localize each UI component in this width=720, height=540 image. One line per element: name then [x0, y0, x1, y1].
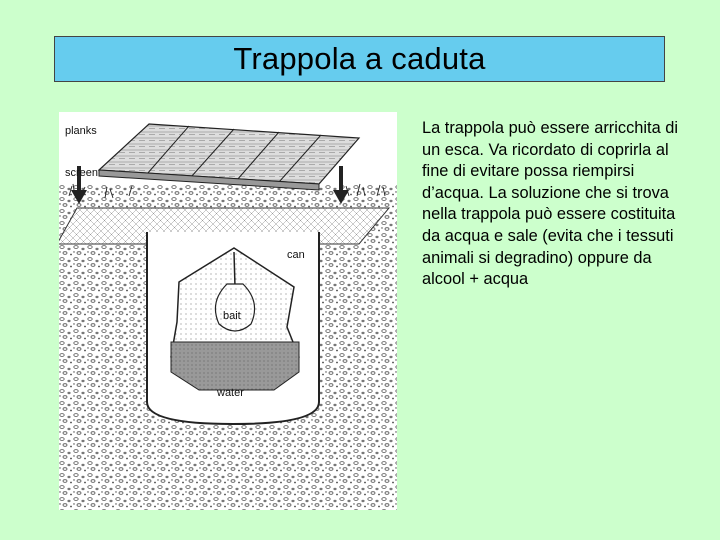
- label-screen: screen: [65, 167, 99, 179]
- slide-title: Trappola a caduta: [233, 41, 486, 76]
- label-can: can: [287, 249, 305, 261]
- pitfall-trap-drawing: [59, 112, 397, 510]
- label-planks: planks: [65, 125, 97, 137]
- pitfall-trap-illustration: [59, 112, 397, 510]
- label-bait: bait: [223, 310, 241, 322]
- slide-description: La trappola può essere arricchita di un esca. Va ricordato di coprirla al fine di evitare possa riempirsi d’acqua. La soluzione che si trova nella trappola può essere costituita da acqua e sale (evita che i tessuti animali si degradino) oppure da alcool + acqua: [422, 119, 679, 289]
- label-water: water: [217, 387, 244, 399]
- planks: [99, 124, 359, 190]
- slide-title-box: [54, 36, 665, 82]
